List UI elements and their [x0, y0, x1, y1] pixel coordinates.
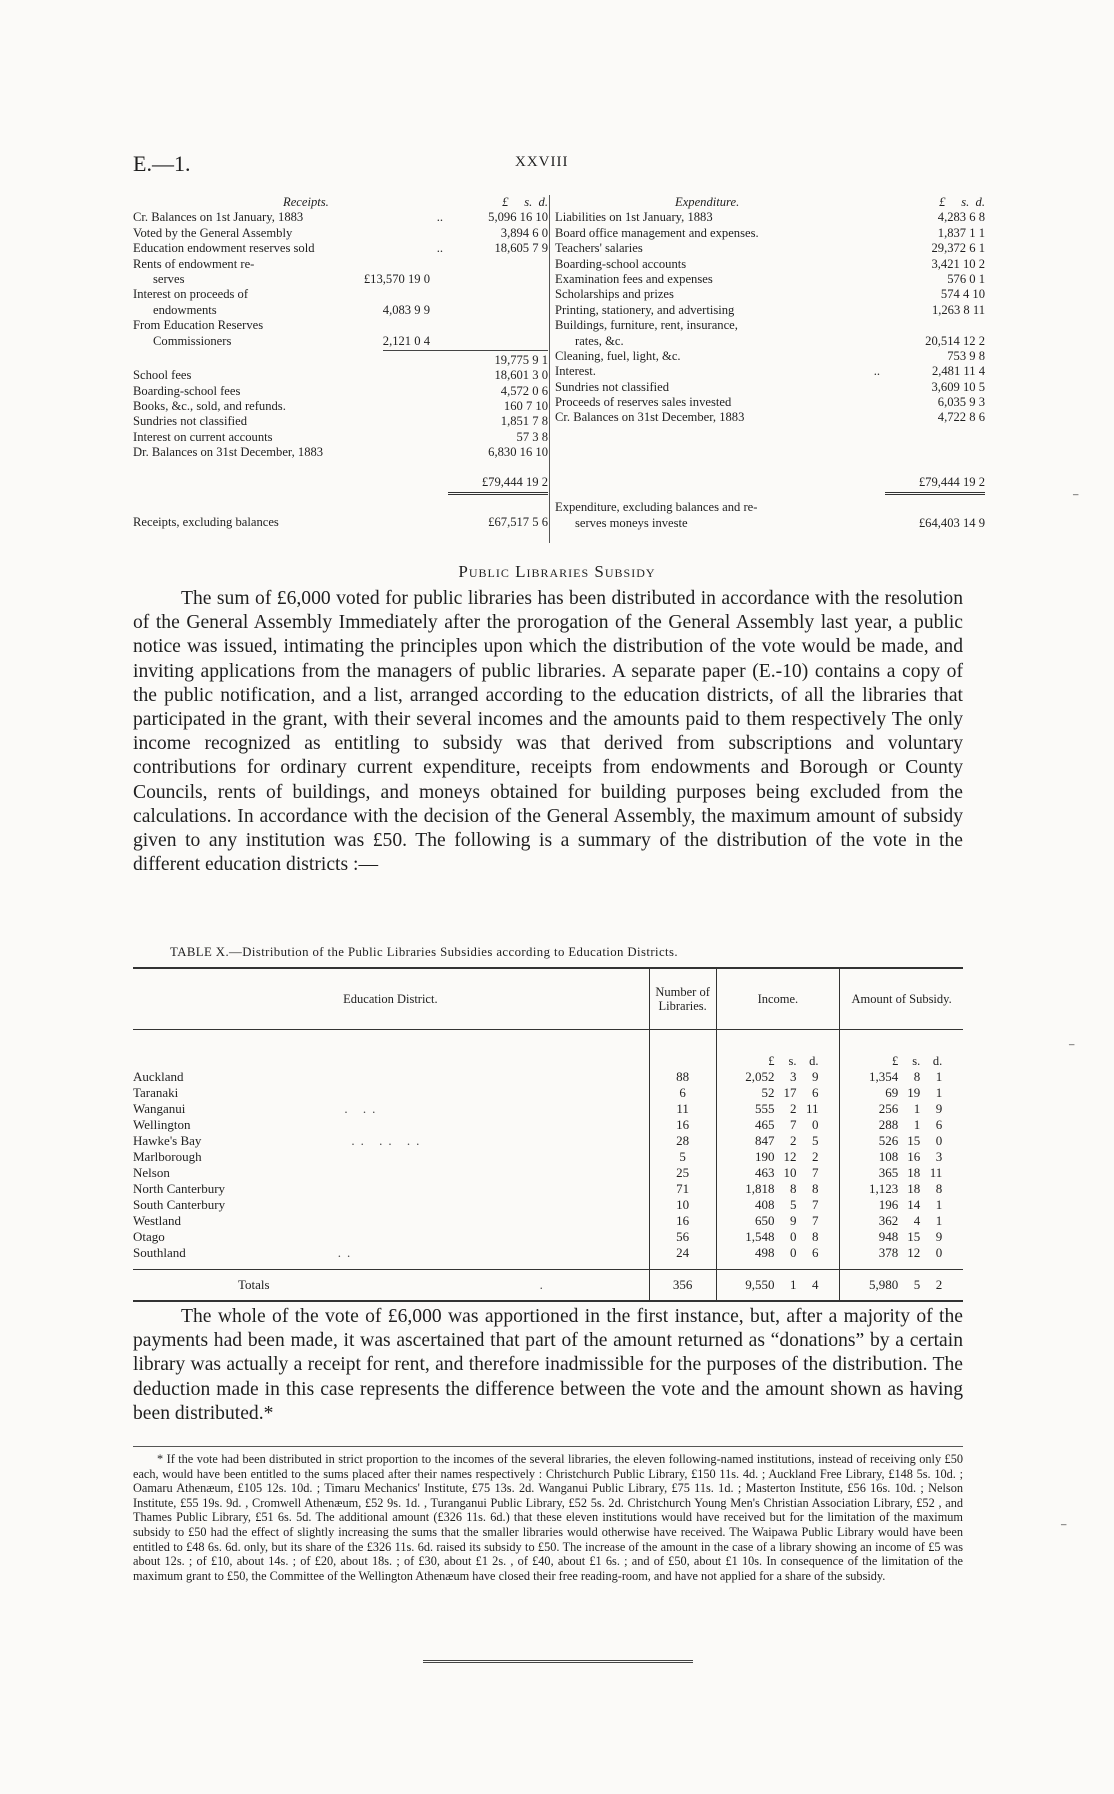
library-count: 25	[649, 1165, 716, 1181]
margin-mark: ⁻	[1060, 1521, 1068, 1536]
table-row	[133, 1149, 963, 1165]
table-header-row	[133, 968, 963, 1030]
table-title: TABLE X.—Distribution of the Public Libraries Subsidies according to Education Districts.	[170, 945, 678, 959]
table-row	[133, 1133, 963, 1149]
expenditure-row	[555, 210, 985, 225]
receipt-label: Interest on proceeds of	[133, 287, 249, 302]
table-totals-row	[133, 1270, 963, 1302]
expenditure-excl-label-2: serves moneys investe	[575, 515, 688, 530]
expenditure-amount: 753 9 8	[947, 348, 985, 363]
income-amount: 52 17 6	[716, 1085, 840, 1101]
table-row	[133, 1213, 963, 1229]
expenditure-label: Examination fees and expenses	[555, 271, 713, 286]
district-name: Taranaki	[133, 1085, 179, 1101]
table-row	[133, 1069, 963, 1085]
table-row	[133, 1245, 963, 1261]
receipts-subtotal-row	[133, 353, 548, 368]
income-amount: 650 9 7	[716, 1213, 840, 1229]
expenditure-row	[555, 334, 985, 349]
table-row	[133, 1197, 963, 1213]
expenditure-total-rule	[885, 492, 985, 495]
receipts-excl-label: Receipts, excluding balances	[133, 515, 279, 530]
expenditure-amount: 1,837 1 1	[937, 225, 985, 240]
library-count: 5	[649, 1149, 716, 1165]
expenditure-label: Liabilities on 1st January, 1883	[555, 210, 713, 225]
expenditure-amount: 4,722 8 6	[937, 410, 985, 425]
receipt-label: Cr. Balances on 1st January, 1883	[133, 210, 304, 225]
leader-dots: . ..	[344, 1101, 382, 1117]
receipts-rows-2	[133, 368, 548, 460]
footnote	[133, 1452, 963, 1583]
table-row	[133, 1101, 963, 1117]
end-rule	[423, 1660, 693, 1663]
expenditure-amount: 20,514 12 2	[925, 333, 985, 348]
receipt-row	[133, 226, 548, 241]
expenditure-row	[555, 303, 985, 318]
income-amount: 2,052 3 9	[716, 1069, 840, 1085]
expenditure-excl-row-1	[555, 500, 985, 515]
library-count: 56	[649, 1229, 716, 1245]
receipt-row	[133, 257, 548, 272]
receipts-excl-amount: £67,517 5 6	[488, 515, 548, 530]
receipt-row	[133, 445, 548, 460]
receipt-amount: 6,830 16 10	[488, 445, 548, 460]
receipt-row	[133, 241, 548, 256]
district-name: Southland ..	[133, 1245, 357, 1261]
expenditure-label: Cr. Balances on 31st December, 1883	[555, 410, 745, 425]
totals-label: Totals .	[133, 1270, 649, 1302]
library-count: 11	[649, 1101, 716, 1117]
table-row	[133, 1229, 963, 1245]
receipt-amount: 18,605 7 9	[494, 241, 548, 256]
income-amount: 463 10 7	[716, 1165, 840, 1181]
district-name: Otago	[133, 1229, 165, 1245]
district-name: North Canterbury	[133, 1181, 226, 1197]
receipt-row	[133, 272, 548, 287]
subsidy-amount: 69 19 1	[840, 1085, 963, 1101]
subsidy-table	[133, 967, 963, 1302]
subsidy-amount: 378 12 0	[840, 1245, 963, 1261]
library-count: 88	[649, 1069, 716, 1085]
library-count: 6	[649, 1085, 716, 1101]
expenditure-row	[555, 287, 985, 302]
paragraph-2: The whole of the vote of £6,000 was apportioned in the first instance, but, after a majority of the payments had been made, it was ascertained that part of the amount returned as “donations” by a certain library was actually a receipt for rent, and therefore inadmissible for the purposes of the distribution. The deduction made in this case represents the difference between the vote and the amount shown as having been distributed.*	[133, 1306, 963, 1424]
income-amount: 9,550 1 4	[716, 1270, 840, 1302]
expenditure-label: Scholarships and prizes	[555, 287, 674, 302]
header-income: Income.	[716, 968, 840, 1030]
table-spacer-row	[133, 1030, 963, 1055]
receipt-label: Interest on current accounts	[133, 429, 273, 444]
district-name: South Canterbury	[133, 1197, 226, 1213]
subsidy-amount: 288 1 6	[840, 1117, 963, 1133]
receipt-sub-amount: 4,083 9 9	[382, 302, 430, 317]
table-spacer-row	[133, 1261, 963, 1270]
receipt-label: Boarding-school fees	[133, 383, 241, 398]
section-title: Public Libraries Subsidy	[458, 562, 656, 581]
expenditure-amount: 3,421 10 2	[931, 256, 985, 271]
leader-dots: ..	[337, 1245, 357, 1261]
page-number: XXVIII	[515, 154, 569, 170]
expenditure-label: Cleaning, fuel, light, &c.	[555, 348, 681, 363]
expenditure-total-block	[555, 475, 985, 531]
subsidy-amount: 5,980 5 2	[840, 1270, 963, 1302]
table-row	[133, 1181, 963, 1197]
subsidy-amount: 526 15 0	[840, 1133, 963, 1149]
table-units-row: £ s. d. £ s. d.	[133, 1054, 963, 1069]
district-name: Wanganui . ..	[133, 1101, 382, 1117]
expenditure-row	[555, 410, 985, 425]
income-amount: 1,548 0 8	[716, 1229, 840, 1245]
receipts-units: £ s. d.	[502, 195, 548, 209]
paper-code: E.—1.	[133, 151, 191, 176]
expenditure-excl-amount: £64,403 14 9	[918, 515, 985, 530]
header-district: Education District.	[133, 968, 649, 1030]
receipt-label: Books, &c., sold, and refunds.	[133, 399, 286, 414]
expenditure-label: Interest.	[555, 364, 596, 379]
expenditure-label: Proceeds of reserves sales invested	[555, 395, 732, 410]
district-name: Hawke's Bay .. .. ..	[133, 1133, 426, 1149]
district-name: Marlborough	[133, 1149, 202, 1165]
expenditure-label: Boarding-school accounts	[555, 256, 687, 271]
expenditure-row	[555, 364, 985, 379]
receipt-leader-dots: ..	[436, 210, 443, 225]
district-name: Wellington	[133, 1117, 191, 1133]
expenditure-amount: 1,263 8 11	[931, 302, 985, 317]
income-amount: 1,818 8 8	[716, 1181, 840, 1197]
income-amount: 847 2 5	[716, 1133, 840, 1149]
expenditure-units: £ s. d.	[939, 195, 985, 209]
expenditure-row	[555, 241, 985, 256]
income-amount: 555 2 11	[716, 1101, 840, 1117]
receipt-amount: 3,894 6 0	[500, 225, 548, 240]
expenditure-amount: 574 4 10	[940, 287, 985, 302]
subsidy-amount: 1,123 18 8	[840, 1181, 963, 1197]
receipt-row	[133, 287, 548, 302]
subsidy-amount: 365 18 11	[840, 1165, 963, 1181]
footnote-text: * If the vote had been distributed in strict proportion to the incomes of the several libraries, the eleven following-named institutions, instead of receiving only £50 each, would have been entitled to the sums placed after their names respectively : Christchurch Public Library, £150 11s. 4d. ; Auckland Free Library, £148 5s. 10d. ; Oamaru Athenæum, £105 12s. 10d. ; Timaru Mechanics' Institute, £75 13s. 2d. Wanganui Public Library, £75 11s. 1d. ; Masterton Institute, £56 16s. 10d. ; Nelson Institute, £55 19s. 9d. , Cromwell Athenæum, £52 9s. 1d. , Turanganui Public Library, £52 5s. 2d. Christchurch Young Men's Christian Association Library, £52 , and Thames Public Library, £51 6s. 5d. The additional amount (£326 11s. 6d.) that these eleven institutions would have received but for the limitation of the maximum subsidy to £50 had the effect of slightly increasing the sums that the smaller libraries would otherwise have received. The Waipawa Public Library would have been entitled to £48 6s. 6d. only, but its share of the £326 11s. 6d. raised its subsidy to £50. The increase of the amount in the case of a library showing an income of £5 was about 12s. ; of £10, about 14s. ; of £20, about 18s. ; of £30, about £1 2s. , of £40, about £1 6s. ; and of £50, about £1 10s. In consequence of the limitation of the maximum grant to £50, the Committee of the Wellington Athenæum have closed their free reading-room, and have not applied for a share of the subsidy.	[133, 1452, 963, 1583]
expenditure-row	[555, 380, 985, 395]
receipt-amount: 57 3 8	[516, 429, 548, 444]
receipts-total-rule	[448, 492, 548, 495]
subsidy-amount: 108 16 3	[840, 1149, 963, 1165]
expenditure-row	[555, 226, 985, 241]
income-amount: 465 7 0	[716, 1117, 840, 1133]
subsidy-amount: 256 1 9	[840, 1101, 963, 1117]
receipt-label: serves	[153, 271, 185, 286]
table-row	[133, 1085, 963, 1101]
subsidy-amount: 362 4 1	[840, 1213, 963, 1229]
expenditure-excl-row-2	[555, 516, 985, 531]
margin-mark: ⁻	[1072, 491, 1080, 506]
receipt-label: endowments	[153, 302, 217, 317]
paragraph-1: The sum of £6,000 voted for public libraries has been distributed in accordance with the resolution of the General Assembly Immediately after the prorogation of the General Assembly last year, a public notice was issued, intimating the principles upon which the distribution of the vote would be made, and inviting applications from the managers of public libraries. A separate paper (E.-10) contains a copy of the public notification, and a list, arranged according to the education districts, of all the libraries that participated in the grant, with their several incomes and the amounts paid to them respectively The only income recognized as entitling to subsidy was that derived from subscriptions and voluntary contributions for ordinary current expenditure, receipts from endowments and Borough or County Councils, rents of buildings, and moneys obtained for building purposes being excluded from the calculations. In accordance with the decision of the General Assembly, the maximum amount of subsidy given to any institution was £50. The following is a summary of the distribution of the vote in the different education districts :—	[133, 588, 963, 876]
library-count: 356	[649, 1270, 716, 1302]
library-count: 24	[649, 1245, 716, 1261]
receipt-sub-amount: £13,570 19 0	[363, 271, 430, 286]
district-name: Westland	[133, 1213, 182, 1229]
expenditure-amount: 576 0 1	[947, 271, 985, 286]
receipt-row	[133, 368, 548, 383]
library-count: 28	[649, 1133, 716, 1149]
receipt-amount: 160 7 10	[503, 399, 548, 414]
district-name: Nelson	[133, 1165, 170, 1181]
table-body	[133, 1030, 963, 1302]
subsidy-amount: 948 15 9	[840, 1229, 963, 1245]
leader-dots: .	[539, 1277, 549, 1293]
expenditure-row	[555, 349, 985, 364]
table-row	[133, 1117, 963, 1133]
expenditure-label: Teachers' salaries	[555, 241, 643, 256]
library-count: 71	[649, 1181, 716, 1197]
expenditure-leader-dots: ..	[873, 364, 880, 379]
margin-mark: ⁻	[1068, 1041, 1076, 1056]
footnote-rule	[133, 1446, 963, 1447]
receipt-amount: 18,601 3 0	[494, 368, 548, 383]
receipt-amount: 4,572 0 6	[500, 383, 548, 398]
table-row	[133, 1165, 963, 1181]
receipt-label: Voted by the General Assembly	[133, 225, 293, 240]
receipt-row	[133, 318, 548, 333]
receipts-total-row	[133, 475, 548, 490]
receipt-row	[133, 414, 548, 429]
expenditure-label: Printing, stationery, and advertising	[555, 302, 735, 317]
expenditure-total: £79,444 19 2	[918, 475, 985, 489]
receipt-row	[133, 210, 548, 225]
receipts-rows	[133, 210, 548, 349]
library-count: 16	[649, 1117, 716, 1133]
header-number: Number of Libraries.	[649, 968, 716, 1030]
income-amount: 190 12 2	[716, 1149, 840, 1165]
expenditure-excl-label-1: Expenditure, excluding balances and re-	[555, 500, 758, 515]
district-name: Auckland	[133, 1069, 184, 1085]
receipt-row	[133, 430, 548, 445]
receipt-leader-dots: ..	[436, 241, 443, 256]
receipt-label: Rents of endowment re-	[133, 256, 255, 271]
expenditure-amount: 3,609 10 5	[931, 379, 985, 394]
receipt-label: Sundries not classified	[133, 414, 248, 429]
expenditure-amount: 4,283 6 8	[937, 210, 985, 225]
receipt-label: Education endowment reserves sold	[133, 241, 315, 256]
expenditure-row	[555, 395, 985, 410]
expenditure-row	[555, 257, 985, 272]
expenditure-row	[555, 272, 985, 287]
receipt-label: School fees	[133, 368, 192, 383]
receipts-subtotal: 19,775 9 1	[494, 352, 548, 367]
receipts-total: £79,444 19 2	[481, 475, 548, 489]
receipt-label: Commissioners	[153, 333, 232, 348]
expenditure-account	[555, 195, 985, 426]
expenditure-total-row	[555, 475, 985, 490]
accounts-divider	[549, 195, 550, 543]
expenditure-rows	[555, 210, 985, 425]
income-amount: 408 5 7	[716, 1197, 840, 1213]
receipts-account	[133, 195, 548, 461]
receipts-heading-row	[133, 195, 548, 210]
expenditure-amount: 29,372 6 1	[931, 241, 985, 256]
receipt-row	[133, 303, 548, 318]
subsidy-amount: 196 14 1	[840, 1197, 963, 1213]
receipt-row	[133, 334, 548, 349]
expenditure-label: Sundries not classified	[555, 379, 670, 394]
receipt-row	[133, 384, 548, 399]
expenditure-heading-row	[555, 195, 985, 210]
receipt-amount: 5,096 16 10	[488, 210, 548, 225]
receipts-heading: Receipts.	[283, 195, 329, 209]
receipt-row	[133, 399, 548, 414]
income-amount: 498 0 6	[716, 1245, 840, 1261]
header-subsidy: Amount of Subsidy.	[840, 968, 963, 1030]
receipt-amount: 1,851 7 8	[500, 414, 548, 429]
receipts-excl-row	[133, 515, 548, 530]
expenditure-amount: 2,481 11 4	[931, 364, 985, 379]
receipt-sub-amount: 2,121 0 4	[382, 333, 430, 348]
expenditure-row	[555, 318, 985, 333]
library-count: 16	[649, 1213, 716, 1229]
receipt-label: Dr. Balances on 31st December, 1883	[133, 445, 324, 460]
library-count: 10	[649, 1197, 716, 1213]
subsidy-amount: 1,354 8 1	[840, 1069, 963, 1085]
receipts-total-block	[133, 475, 548, 531]
expenditure-label: Board office management and expenses.	[555, 225, 759, 240]
expenditure-amount: 6,035 9 3	[937, 395, 985, 410]
expenditure-label: Buildings, furniture, rent, insurance,	[555, 318, 738, 333]
leader-dots: .. .. ..	[351, 1133, 426, 1149]
receipt-label: From Education Reserves	[133, 318, 264, 333]
expenditure-label: rates, &c.	[575, 333, 624, 348]
expenditure-heading: Expenditure.	[675, 195, 740, 209]
